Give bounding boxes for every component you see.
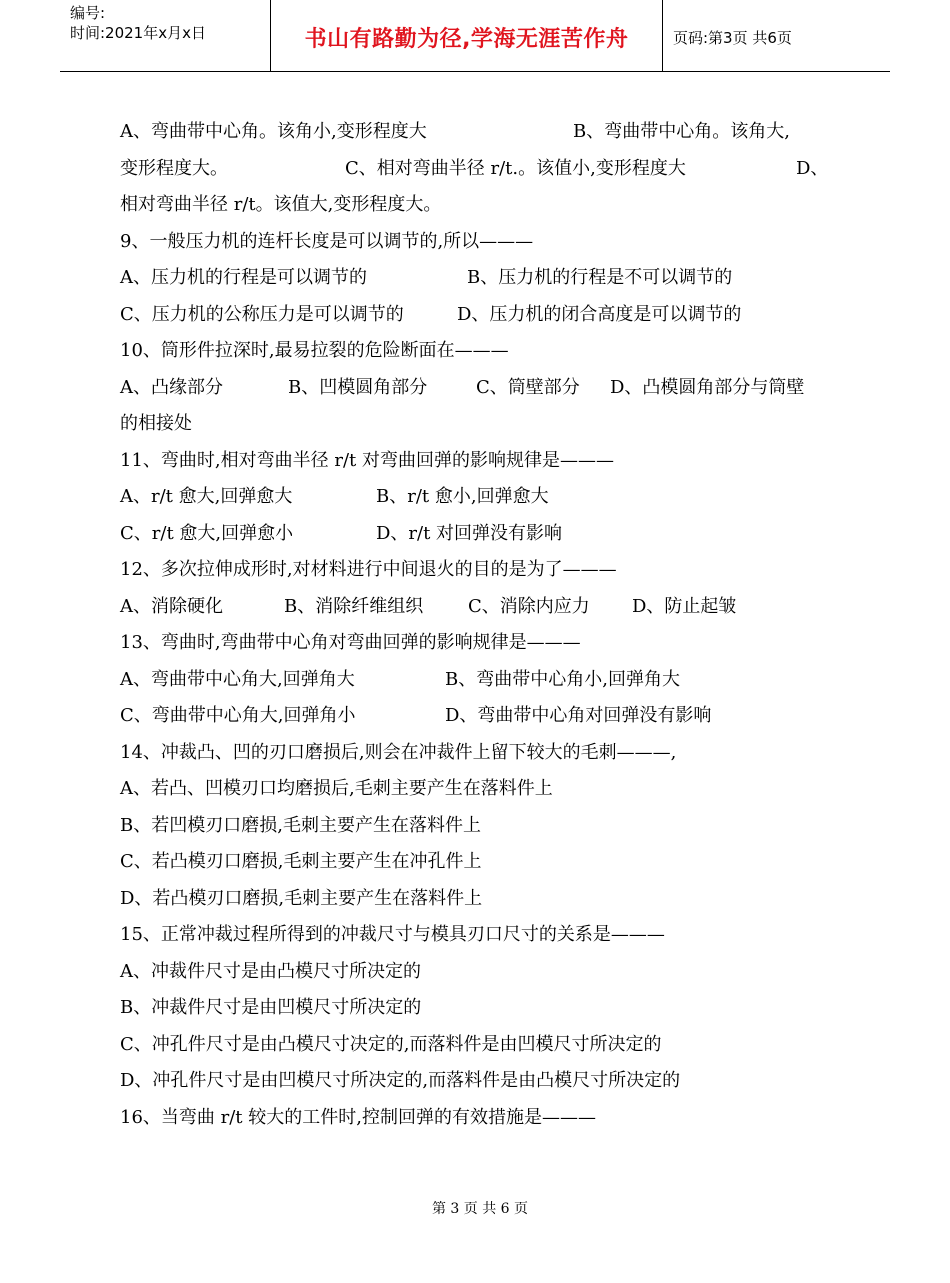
- q13-stem: 13、弯曲时,弯曲带中心角对弯曲回弹的影响规律是———: [120, 632, 581, 653]
- q11-option-row-2: [120, 516, 832, 553]
- q9-option-row-1: [120, 260, 832, 297]
- q12-option-a: A、消除硬化: [120, 595, 223, 617]
- q14-option-c: C、若凸模刃口磨损,毛刺主要产生在冲孔件上: [120, 851, 482, 872]
- q10-option-b: B、凹模圆角部分: [288, 376, 428, 398]
- q14-option-d: D、若凸模刃口磨损,毛刺主要产生在落料件上: [120, 887, 483, 909]
- q12-option-b: B、消除纤维组织: [284, 595, 424, 617]
- q12-option-row: [120, 589, 832, 626]
- q10-option-c: C、筒壁部分: [476, 376, 580, 398]
- q9-stem: 9、一般压力机的连杆长度是可以调节的,所以———: [120, 230, 534, 252]
- q13-option-row-2: [120, 698, 832, 735]
- q10-stem: 10、筒形件拉深时,最易拉裂的危险断面在———: [120, 340, 509, 361]
- q11-option-d: D、r/t 对回弹没有影响: [376, 522, 563, 544]
- header-page-info: 页码:第3页 共6页: [673, 29, 792, 47]
- q9-option-b: B、压力机的行程是不可以调节的: [467, 267, 733, 288]
- q8-option-row-2: [120, 151, 832, 188]
- q8-option-a: A、弯曲带中心角。该角小,变形程度大: [120, 121, 427, 142]
- q9-option-c: C、压力机的公称压力是可以调节的: [120, 303, 404, 325]
- header-meta-cell: [60, 0, 271, 71]
- q12-stem: 12、多次拉伸成形时,对材料进行中间退火的目的是为了———: [120, 559, 617, 580]
- q10-option-d: D、凸模圆角部分与筒壁: [610, 376, 805, 398]
- q15-stem: 15、正常冲裁过程所得到的冲裁尺寸与模具刃口尺寸的关系是———: [120, 924, 665, 945]
- q12-option-c: C、消除内应力: [468, 595, 590, 617]
- page-footer: 第 3 页 共 6 页: [431, 1201, 529, 1217]
- q13-option-d: D、弯曲带中心角对回弹没有影响: [445, 705, 712, 726]
- q15-option-c: C、冲孔件尺寸是由凸模尺寸决定的,而落料件是由凹模尺寸所决定的: [120, 1033, 662, 1055]
- q15-option-a: A、冲裁件尺寸是由凸模尺寸所决定的: [120, 960, 421, 982]
- header-number-label: 编号:: [70, 4, 106, 22]
- q8-option-b-cont: 变形程度大。: [120, 157, 228, 179]
- q13-option-a: A、弯曲带中心角大,回弹角大: [120, 668, 355, 690]
- document-body: [120, 114, 832, 1136]
- q13-option-row-1: [120, 662, 832, 699]
- q16-stem: 16、当弯曲 r/t 较大的工件时,控制回弹的有效措施是———: [120, 1106, 596, 1128]
- q11-stem: 11、弯曲时,相对弯曲半径 r/t 对弯曲回弹的影响规律是———: [120, 449, 614, 471]
- q14-stem: 14、冲裁凸、凹的刃口磨损后,则会在冲裁件上留下较大的毛刺———,: [120, 741, 677, 763]
- q10-option-row: [120, 370, 832, 407]
- q11-option-c: C、r/t 愈大,回弹愈小: [120, 522, 294, 544]
- q14-option-b: B、若凹模刃口磨损,毛刺主要产生在落料件上: [120, 814, 481, 836]
- q14-option-a: A、若凸、凹模刃口均磨损后,毛刺主要产生在落料件上: [120, 778, 553, 799]
- q8-option-b: B、弯曲带中心角。该角大,: [573, 121, 790, 142]
- q8-option-c: C、相对弯曲半径 r/t.。该值小,变形程度大: [345, 157, 686, 179]
- q9-option-d: D、压力机的闭合高度是可以调节的: [457, 303, 742, 325]
- q8-option-d: D、: [796, 157, 829, 179]
- q15-option-b: B、冲裁件尺寸是由凹模尺寸所决定的: [120, 997, 422, 1018]
- q12-option-d: D、防止起皱: [632, 595, 737, 617]
- q11-option-a: A、r/t 愈大,回弹愈大: [120, 486, 293, 507]
- q8-option-row-1: [120, 114, 832, 151]
- q9-option-row-2: [120, 297, 832, 334]
- q13-option-b: B、弯曲带中心角小,回弹角大: [445, 668, 680, 690]
- page-header: [60, 0, 890, 72]
- q8-option-d-cont: 相对弯曲半径 r/t。该值大,变形程度大。: [120, 194, 442, 215]
- q10-option-d-cont: 的相接处: [120, 413, 192, 434]
- q11-option-b: B、r/t 愈小,回弹愈大: [376, 486, 549, 507]
- header-time-label: 时间:2021年x月x日: [70, 24, 206, 42]
- q9-option-a: A、压力机的行程是可以调节的: [120, 267, 367, 288]
- q10-option-a: A、凸缘部分: [120, 376, 223, 398]
- header-motto: 书山有路勤为径,学海无涯苦作舟: [271, 0, 663, 71]
- q13-option-c: C、弯曲带中心角大,回弹角小: [120, 705, 356, 726]
- q11-option-row-1: [120, 479, 832, 516]
- q15-option-d: D、冲孔件尺寸是由凹模尺寸所决定的,而落料件是由凸模尺寸所决定的: [120, 1070, 681, 1091]
